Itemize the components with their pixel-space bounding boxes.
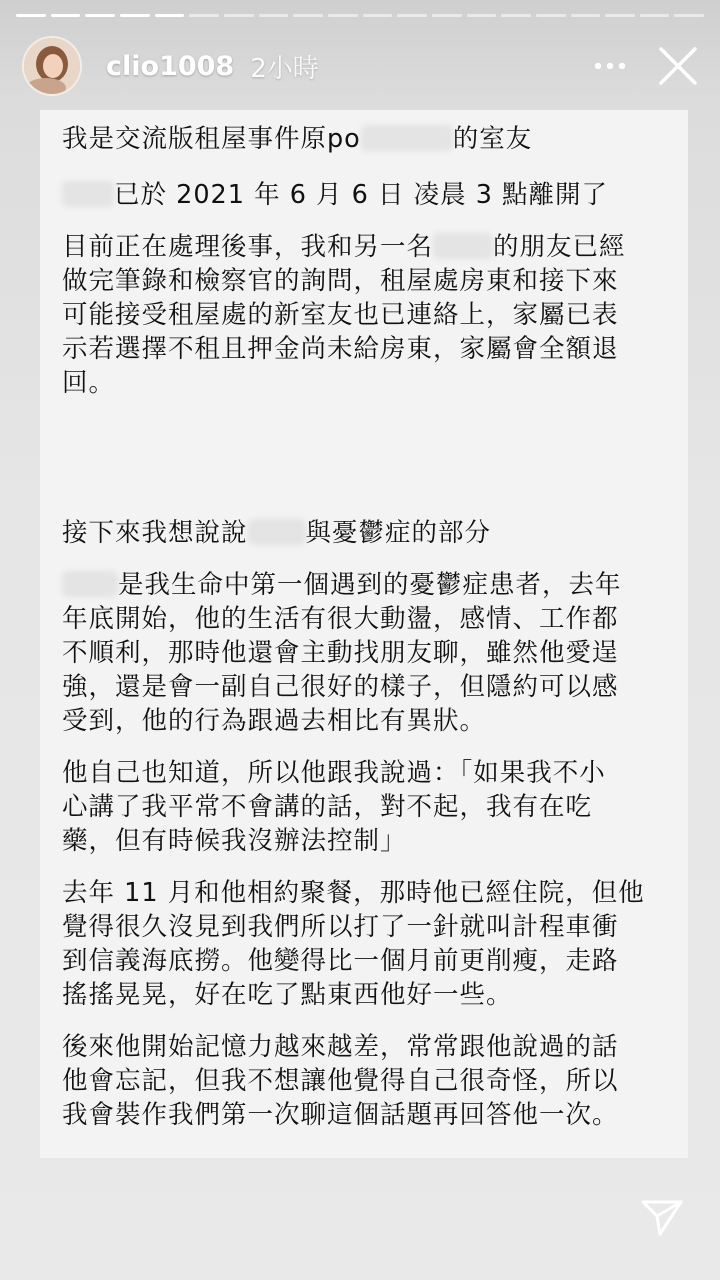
- progress-segment: [605, 14, 635, 17]
- doc-line: 做完筆錄和檢察官的詢問，租屋處房東和接下來: [62, 266, 619, 296]
- avatar[interactable]: [22, 36, 82, 96]
- send-paper-plane-icon[interactable]: [640, 1198, 684, 1238]
- doc-line: 可能接受租屋處的新室友也已連絡上，家屬已表: [62, 300, 619, 330]
- progress-segment: [571, 14, 601, 17]
- progress-segment: [189, 14, 219, 17]
- progress-segment: [155, 14, 185, 17]
- progress-segment: [259, 14, 289, 17]
- redaction-blur: [62, 571, 118, 597]
- progress-segment: [501, 14, 531, 17]
- doc-line: 藥，但有時候我沒辦法控制」: [62, 826, 407, 856]
- progress-segment: [467, 14, 497, 17]
- doc-line: 示若選擇不租且押金尚未給房東，家屬會全額退: [62, 334, 619, 364]
- doc-line: 他自己也知道，所以他跟我說過：「如果我不小: [62, 758, 606, 788]
- doc-line: 搖搖晃晃，好在吃了點東西他好一些。: [62, 980, 513, 1010]
- doc-line: 已於 2021 年 6 月 6 日 凌晨 3 點離開了: [62, 178, 666, 212]
- redaction-blur: [248, 519, 306, 545]
- redaction-blur: [433, 233, 493, 259]
- story-image-document: [40, 110, 688, 1158]
- progress-segment: [85, 14, 115, 17]
- progress-segment: [51, 14, 81, 17]
- doc-line: 到信義海底撈。他變得比一個月前更削瘦，走路: [62, 946, 619, 976]
- doc-line: 是我生命中第一個遇到的憂鬱症患者，去年: [62, 568, 666, 602]
- progress-segment: [536, 14, 566, 17]
- doc-line: 我是交流版租屋事件原po 的室友: [62, 124, 533, 154]
- doc-line: 後來他開始記憶力越來越差，常常跟他說過的話: [62, 1032, 619, 1062]
- progress-segment: [120, 14, 150, 17]
- doc-line: 年底開始，他的生活有很大動盪，感情、工作都: [62, 604, 619, 634]
- close-icon[interactable]: [656, 44, 700, 88]
- more-dots-icon[interactable]: [590, 46, 630, 86]
- doc-line: 心講了我平常不會講的話，對不起，我有在吃: [62, 792, 593, 822]
- doc-line: 覺得很久沒見到我們所以打了一針就叫計程車衝: [62, 912, 619, 942]
- doc-line: 去年 11 月和他相約聚餐，那時他已經住院，但他: [62, 878, 645, 908]
- progress-segment: [293, 14, 323, 17]
- doc-line: 回。: [62, 368, 116, 398]
- story-progress-bar: [16, 14, 704, 17]
- progress-segment: [224, 14, 254, 17]
- doc-line: 不順利，那時他還會主動找朋友聊，雖然他愛逞: [62, 638, 619, 668]
- progress-segment: [640, 14, 670, 17]
- progress-segment: [397, 14, 427, 17]
- progress-segment: [328, 14, 358, 17]
- doc-line: 強，還是會一副自己很好的樣子，但隱約可以感: [62, 672, 619, 702]
- redaction-blur: [361, 125, 453, 151]
- doc-line: 我會裝作我們第一次聊這個話題再回答他一次。: [62, 1100, 619, 1130]
- username[interactable]: clio1008: [106, 50, 235, 82]
- doc-line: 接下來我想說說 與憂鬱症的部分: [62, 518, 492, 548]
- redaction-blur: [62, 181, 114, 207]
- doc-line: 他會忘記，但我不想讓他覺得自己很奇怪，所以: [62, 1066, 619, 1096]
- doc-line: 目前正在處理後事，我和另一名 的朋友已經: [62, 232, 626, 262]
- progress-segment: [674, 14, 704, 17]
- story-header: [22, 34, 700, 98]
- progress-segment: [363, 14, 393, 17]
- progress-segment: [432, 14, 462, 17]
- post-time: 2小時: [250, 53, 319, 84]
- doc-line: 受到，他的行為跟過去相比有異狀。: [62, 706, 487, 736]
- progress-segment: [16, 14, 46, 17]
